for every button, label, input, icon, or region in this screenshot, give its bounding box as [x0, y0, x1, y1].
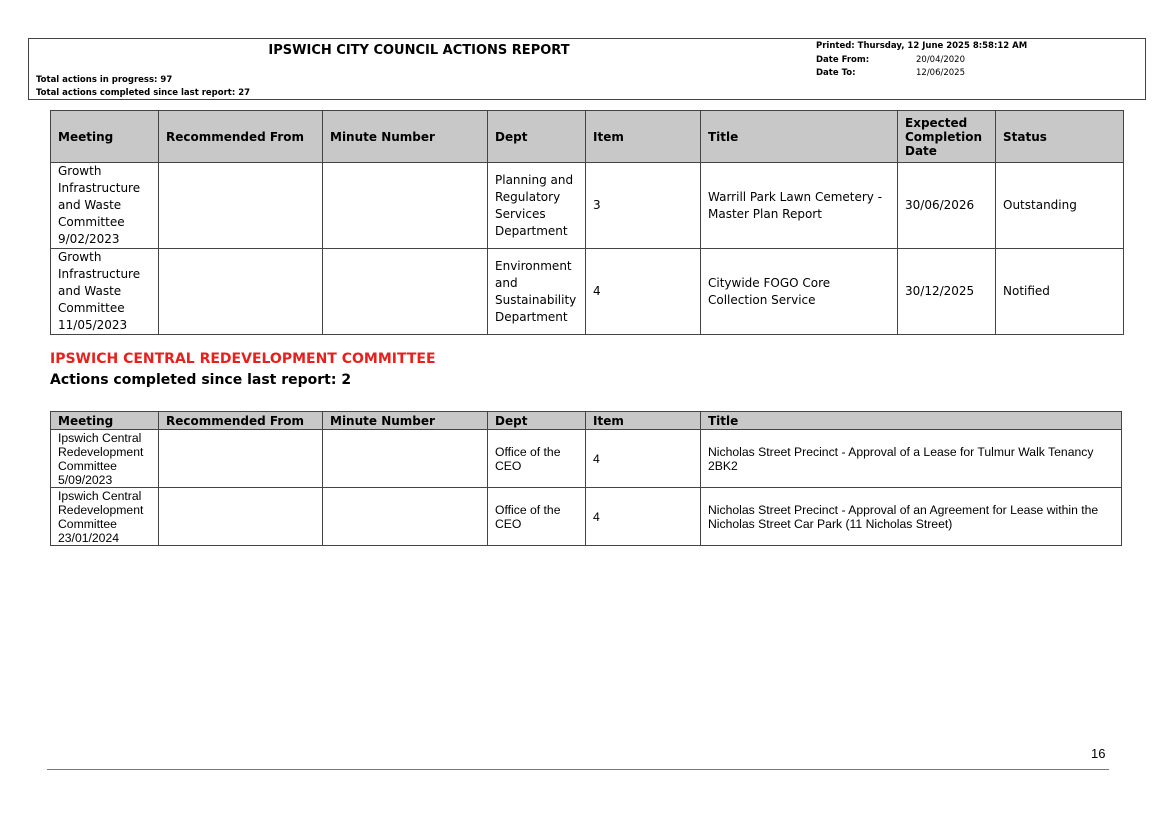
- column-header: Meeting: [51, 111, 159, 163]
- title-cell: Nicholas Street Precinct - Approval of a Lease for Tulmur Walk Tenancy 2BK2: [701, 430, 1122, 488]
- table-row: [51, 249, 1124, 335]
- column-header: Dept: [488, 111, 586, 163]
- column-header: Recommended From: [159, 111, 323, 163]
- minute-number-cell: [323, 488, 488, 546]
- section-title: IPSWICH CENTRAL REDEVELOPMENT COMMITTEE: [50, 351, 436, 367]
- column-header: Dept: [488, 412, 586, 430]
- item-cell: 4: [586, 430, 701, 488]
- date-from-line: [816, 55, 965, 65]
- report-header: [28, 38, 1146, 100]
- item-cell: 3: [586, 163, 701, 249]
- footer-divider: [47, 769, 1109, 770]
- item-cell: 4: [586, 488, 701, 546]
- meeting-cell: Ipswich Central Redevelopment Committee 23/01/2024: [51, 488, 159, 546]
- dept-cell: Office of the CEO: [488, 488, 586, 546]
- title-cell: Warrill Park Lawn Cemetery - Master Plan Report: [701, 163, 898, 249]
- meeting-cell: Growth Infrastructure and Waste Committee 9/02/2023: [51, 163, 159, 249]
- table-row: [51, 488, 1122, 546]
- status-cell: Notified: [996, 249, 1124, 335]
- table-header-row: [51, 412, 1122, 430]
- table-header-row: [51, 111, 1124, 163]
- actions-table-growth: [50, 110, 1124, 335]
- column-header: Minute Number: [323, 412, 488, 430]
- recommended-from-cell: [159, 488, 323, 546]
- title-cell: Citywide FOGO Core Collection Service: [701, 249, 898, 335]
- date-from-value: 20/04/2020: [916, 55, 965, 65]
- report-title: IPSWICH CITY COUNCIL ACTIONS REPORT: [268, 43, 570, 58]
- minute-number-cell: [323, 430, 488, 488]
- minute-number-cell: [323, 249, 488, 335]
- dept-cell: Office of the CEO: [488, 430, 586, 488]
- page-number: 16: [1091, 746, 1106, 761]
- column-header: Minute Number: [323, 111, 488, 163]
- expected-date-cell: 30/12/2025: [898, 249, 996, 335]
- column-header: Title: [701, 111, 898, 163]
- recommended-from-cell: [159, 163, 323, 249]
- section-subtitle: Actions completed since last report: 2: [50, 372, 352, 388]
- table-row: [51, 430, 1122, 488]
- table-row: [51, 163, 1124, 249]
- column-header: Meeting: [51, 412, 159, 430]
- column-header: Item: [586, 111, 701, 163]
- column-header: Title: [701, 412, 1122, 430]
- date-to-label: Date To:: [816, 68, 856, 78]
- recommended-from-cell: [159, 430, 323, 488]
- status-cell: Outstanding: [996, 163, 1124, 249]
- title-cell: Nicholas Street Precinct - Approval of an Agreement for Lease within the Nicholas Street Car Park (11 Nicholas Street): [701, 488, 1122, 546]
- column-header: Expected Completion Date: [898, 111, 996, 163]
- meeting-cell: Ipswich Central Redevelopment Committee 5/09/2023: [51, 430, 159, 488]
- meeting-cell: Growth Infrastructure and Waste Committee 11/05/2023: [51, 249, 159, 335]
- item-cell: 4: [586, 249, 701, 335]
- printed-value: Printed: Thursday, 12 June 2025 8:58:12 AM: [816, 41, 1028, 51]
- column-header: Recommended From: [159, 412, 323, 430]
- column-header: Item: [586, 412, 701, 430]
- date-to-line: [816, 68, 965, 78]
- dept-cell: Environment and Sustainability Department: [488, 249, 586, 335]
- date-to-value: 12/06/2025: [916, 68, 965, 78]
- minute-number-cell: [323, 163, 488, 249]
- date-from-label: Date From:: [816, 55, 870, 65]
- actions-in-progress: Total actions in progress: 97: [36, 75, 173, 85]
- actions-completed: Total actions completed since last report: 27: [36, 88, 251, 98]
- actions-table-redevelopment: [50, 411, 1122, 546]
- column-header: Status: [996, 111, 1124, 163]
- recommended-from-cell: [159, 249, 323, 335]
- printed-line: [816, 41, 1031, 51]
- dept-cell: Planning and Regulatory Services Department: [488, 163, 586, 249]
- expected-date-cell: 30/06/2026: [898, 163, 996, 249]
